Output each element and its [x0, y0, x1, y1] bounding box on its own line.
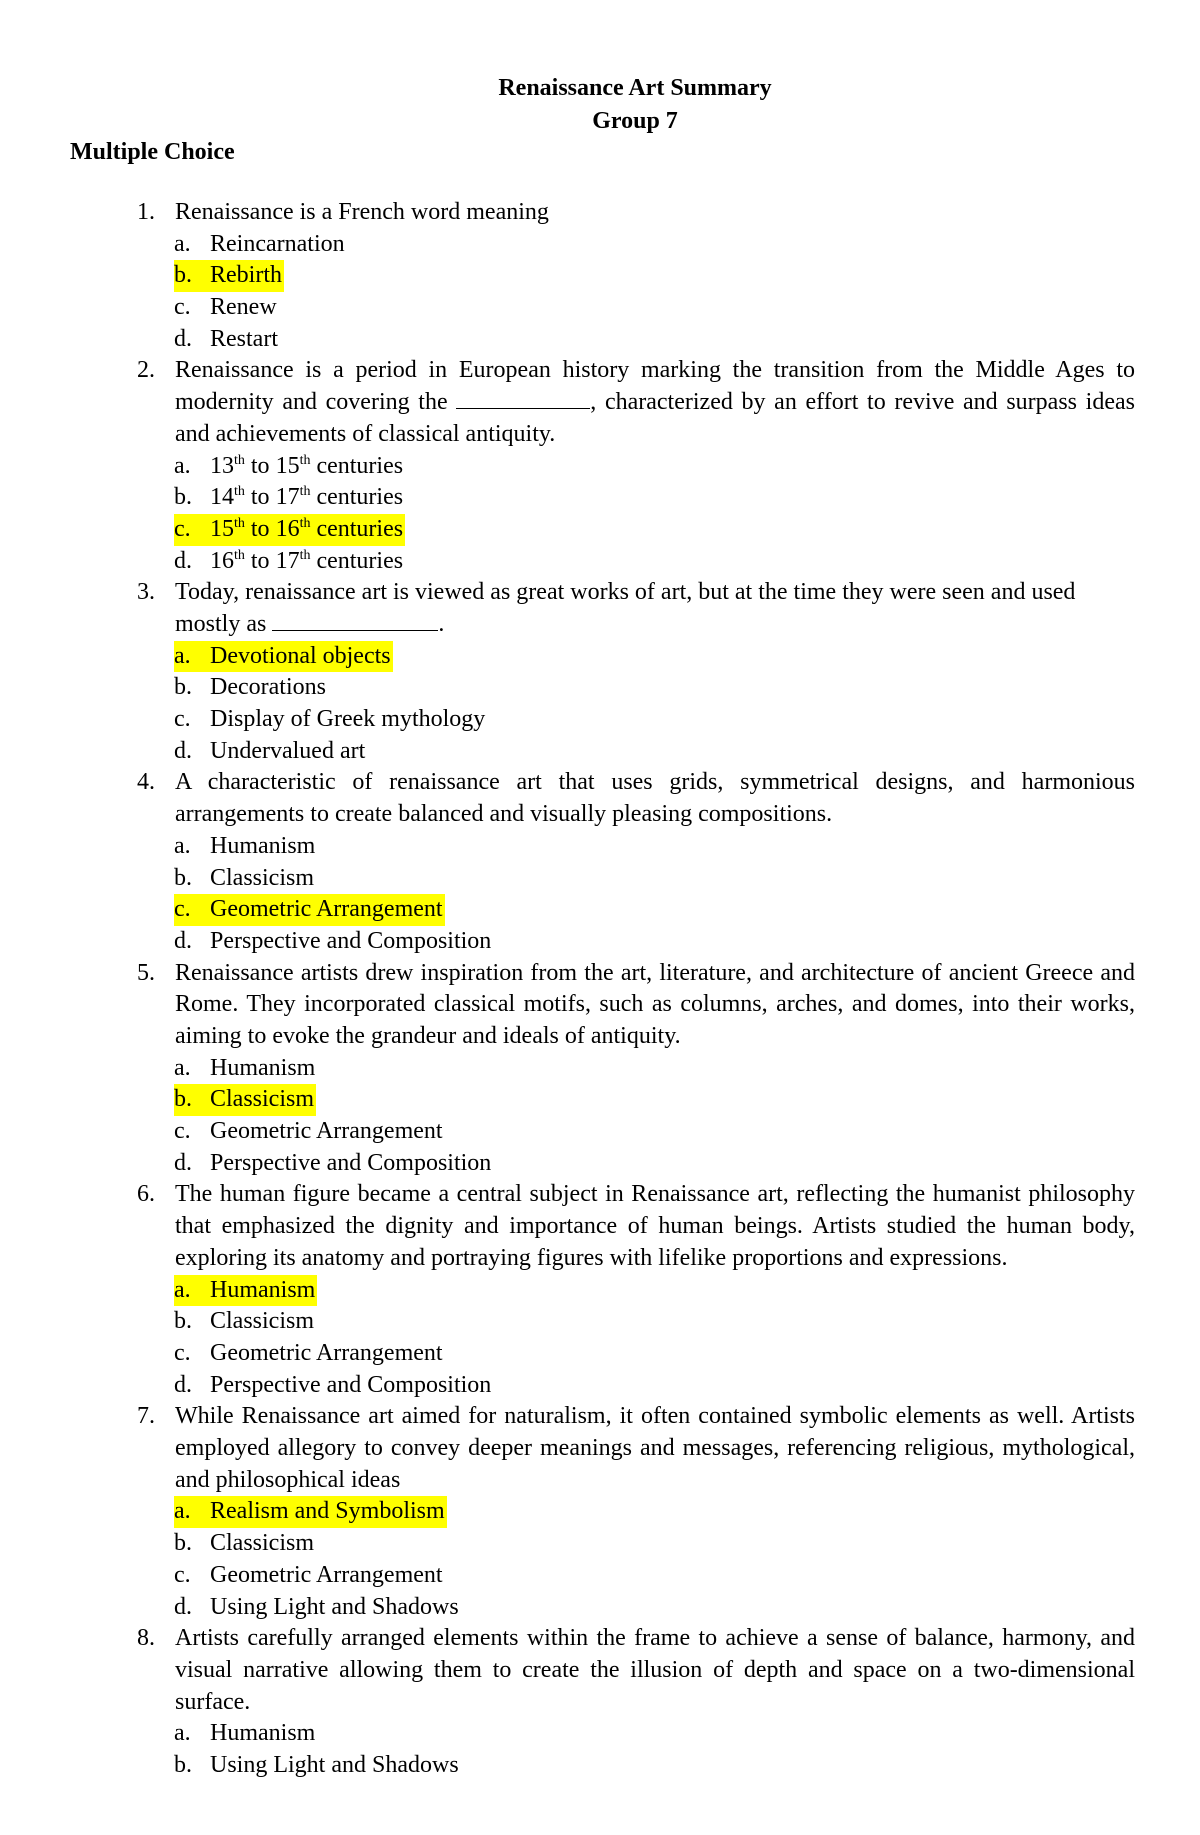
option-c	[0, 1560, 1200, 1592]
option-a	[0, 831, 1200, 863]
option-d	[0, 546, 1200, 578]
option-a	[0, 1053, 1200, 1085]
option-suffix: centuries	[310, 484, 404, 511]
option-text: Classicism	[210, 1086, 315, 1113]
ordinal-suffix: th	[234, 547, 245, 563]
century-to: 16	[275, 515, 300, 542]
question-stem: A characteristic of renaissance art that uses grids, symmetrical designs, and harmonious arrangements to create balanced and visually pleasing compositions.	[175, 769, 1135, 828]
option-d	[0, 1592, 1200, 1624]
option-c-highlighted-answer	[0, 514, 1200, 546]
question-text	[175, 577, 1135, 640]
option-letter: d.	[174, 1371, 192, 1398]
question-5	[0, 958, 1200, 1180]
ordinal-suffix: th	[234, 515, 245, 531]
ordinal-suffix: th	[299, 515, 311, 531]
option-text: Renew	[210, 294, 277, 321]
option-c	[0, 292, 1200, 324]
option-c-highlighted-answer	[0, 894, 1200, 926]
ordinal-suffix: th	[299, 484, 311, 500]
option-b	[0, 1528, 1200, 1560]
option-letter: a.	[174, 1276, 191, 1303]
question-number: 3.	[137, 579, 155, 606]
option-d	[0, 1370, 1200, 1402]
option-letter: a.	[174, 452, 191, 479]
question-7	[0, 1401, 1200, 1623]
range-connector: to	[244, 515, 276, 542]
century-to: 15	[275, 452, 300, 479]
question-number: 5.	[137, 959, 155, 986]
option-letter: c.	[174, 1339, 191, 1366]
option-letter: c.	[174, 706, 191, 733]
option-text: Devotional objects	[210, 642, 391, 669]
option-letter: b.	[174, 864, 192, 891]
option-b-highlighted-answer	[0, 1084, 1200, 1116]
document-title: Renaissance Art Summary	[498, 75, 772, 101]
option-letter: b.	[174, 1530, 192, 1557]
option-suffix: centuries	[310, 452, 404, 479]
option-a	[0, 229, 1200, 261]
question-stem: Renaissance is a French word meaning	[175, 199, 549, 225]
question-stem: Renaissance artists drew inspiration from the art, literature, and architecture of ancient Greece and Rome. They incorporated classical motifs, such as columns, arches, and domes, into their works, aiming to evoke the grandeur and ideals of antiquity.	[175, 959, 1135, 1050]
option-c	[0, 1338, 1200, 1370]
option-text: Perspective and Composition	[210, 1371, 492, 1398]
option-suffix: centuries	[310, 515, 404, 542]
option-list	[0, 451, 1200, 578]
option-a-highlighted-answer	[0, 1275, 1200, 1307]
option-letter: d.	[174, 547, 192, 574]
option-text: Humanism	[210, 1720, 316, 1747]
option-text: Decorations	[210, 674, 326, 701]
option-letter: c.	[174, 1118, 191, 1145]
option-letter: a.	[174, 642, 191, 669]
option-letter: c.	[174, 896, 191, 923]
question-6	[0, 1179, 1200, 1401]
question-text	[175, 1179, 1135, 1274]
option-list	[0, 641, 1200, 768]
question-text	[175, 958, 1135, 1053]
option-suffix: centuries	[310, 547, 404, 574]
option-letter: a.	[174, 230, 191, 257]
question-number: 2.	[137, 357, 155, 384]
question-8	[0, 1623, 1200, 1781]
option-d	[0, 736, 1200, 768]
option-list	[0, 229, 1200, 356]
option-letter: b.	[174, 1086, 192, 1113]
option-b	[0, 863, 1200, 895]
option-letter: a.	[174, 1720, 191, 1747]
question-number: 8.	[137, 1625, 155, 1652]
ordinal-suffix: th	[234, 452, 245, 468]
option-d	[0, 926, 1200, 958]
question-stem-before-blank: Today, renaissance art is viewed as great works of art, but at the time they were seen and used mostly as	[175, 579, 1076, 638]
option-text: Realism and Symbolism	[210, 1498, 445, 1525]
option-text: Undervalued art	[210, 737, 366, 764]
question-number: 1.	[137, 199, 155, 225]
range-connector: to	[244, 484, 276, 511]
section-heading: Multiple Choice	[70, 139, 235, 165]
option-text: Using Light and Shadows	[210, 1752, 459, 1778]
range-connector: to	[244, 547, 276, 574]
question-stem: Artists carefully arranged elements within the frame to achieve a sense of balance, harmony, and visual narrative allowing them to create the illusion of depth and space on a two-dimensional surface.	[175, 1625, 1135, 1715]
question-stem-after-blank: .	[438, 611, 445, 638]
century-to: 17	[275, 484, 300, 511]
option-letter: c.	[174, 515, 191, 542]
option-letter: c.	[174, 294, 191, 321]
question-stem: The human figure became a central subject in Renaissance art, reflecting the humanist philosophy that emphasized the dignity and importance of human beings. Artists studied the human body, exploring its anatomy and portraying figures with lifelike proportions and expressions.	[175, 1181, 1135, 1271]
option-a	[0, 451, 1200, 483]
option-text: Geometric Arrangement	[210, 1339, 443, 1366]
question-text	[175, 1401, 1135, 1496]
option-letter: b.	[174, 484, 192, 511]
question-3	[0, 577, 1200, 767]
option-letter: d.	[174, 737, 192, 764]
ordinal-suffix: th	[234, 484, 245, 500]
option-a	[0, 1718, 1200, 1750]
option-text: Geometric Arrangement	[210, 896, 443, 923]
option-text: Classicism	[210, 1530, 315, 1557]
question-stem-before-blank: Renaissance is a period in European history marking the transition from the Middle Ages to modernity and covering the	[175, 357, 1135, 416]
option-text: Perspective and Composition	[210, 927, 492, 954]
option-text: Using Light and Shadows	[210, 1593, 459, 1620]
question-number: 4.	[137, 769, 155, 796]
question-stem-after-blank: , characterized by an effort to revive and surpass ideas and achievements of classical antiquity.	[175, 389, 1135, 447]
option-b	[0, 482, 1200, 514]
question-stem: While Renaissance art aimed for naturalism, it often contained symbolic elements as well. Artists employed allegory to convey deeper meanings and messages, referencing religious, mythological, and philosophical ideas	[175, 1403, 1135, 1493]
option-letter: a.	[174, 832, 191, 859]
question-number: 6.	[137, 1181, 155, 1208]
fill-in-blank	[272, 610, 438, 631]
question-number: 7.	[137, 1403, 155, 1430]
century-from: 15	[210, 515, 234, 542]
document-subtitle: Group 7	[592, 108, 678, 134]
question-text	[175, 1623, 1135, 1718]
option-list	[0, 1275, 1200, 1402]
option-a-highlighted-answer	[0, 1496, 1200, 1528]
range-connector: to	[244, 452, 276, 479]
option-text: Classicism	[210, 864, 315, 891]
option-letter: b.	[174, 1308, 192, 1335]
option-b	[0, 672, 1200, 704]
option-letter: d.	[174, 1593, 192, 1620]
option-letter: a.	[174, 1054, 191, 1081]
option-d	[0, 1148, 1200, 1180]
century-from: 14	[210, 484, 234, 511]
option-text: Display of Greek mythology	[210, 706, 486, 733]
century-from: 13	[210, 452, 234, 479]
question-list	[0, 197, 1200, 1782]
option-c	[0, 1116, 1200, 1148]
option-letter: d.	[174, 1149, 192, 1176]
question-1	[0, 197, 1200, 355]
century-to: 17	[275, 547, 300, 574]
option-text: Reincarnation	[210, 230, 345, 257]
option-letter: b.	[174, 262, 192, 289]
option-letter: b.	[174, 1752, 192, 1778]
option-text: Humanism	[210, 1054, 316, 1081]
option-letter: c.	[174, 1561, 191, 1588]
option-b	[0, 1306, 1200, 1338]
century-from: 16	[210, 547, 234, 574]
option-text: Rebirth	[210, 262, 282, 289]
option-a-highlighted-answer	[0, 641, 1200, 673]
option-list	[0, 1053, 1200, 1180]
fill-in-blank	[456, 388, 590, 409]
question-text	[175, 355, 1135, 450]
option-text: Geometric Arrangement	[210, 1561, 443, 1588]
option-d	[0, 324, 1200, 356]
option-letter: b.	[174, 674, 192, 701]
option-list	[0, 1496, 1200, 1623]
option-b-highlighted-answer	[0, 260, 1200, 292]
question-text	[175, 197, 1135, 229]
option-text: Perspective and Composition	[210, 1149, 492, 1176]
option-text: Humanism	[210, 832, 316, 859]
option-letter: a.	[174, 1498, 191, 1525]
question-2	[0, 355, 1200, 577]
ordinal-suffix: th	[299, 547, 311, 563]
question-text	[175, 767, 1135, 830]
option-text: Restart	[210, 325, 278, 352]
ordinal-suffix: th	[299, 452, 311, 468]
option-letter: d.	[174, 325, 192, 352]
option-list	[0, 1718, 1200, 1781]
option-c	[0, 704, 1200, 736]
option-text: Humanism	[210, 1276, 316, 1303]
question-4	[0, 767, 1200, 957]
option-text: Geometric Arrangement	[210, 1118, 443, 1145]
option-list	[0, 831, 1200, 958]
option-letter: d.	[174, 927, 192, 954]
option-text: Classicism	[210, 1308, 315, 1335]
option-b	[0, 1750, 1200, 1782]
